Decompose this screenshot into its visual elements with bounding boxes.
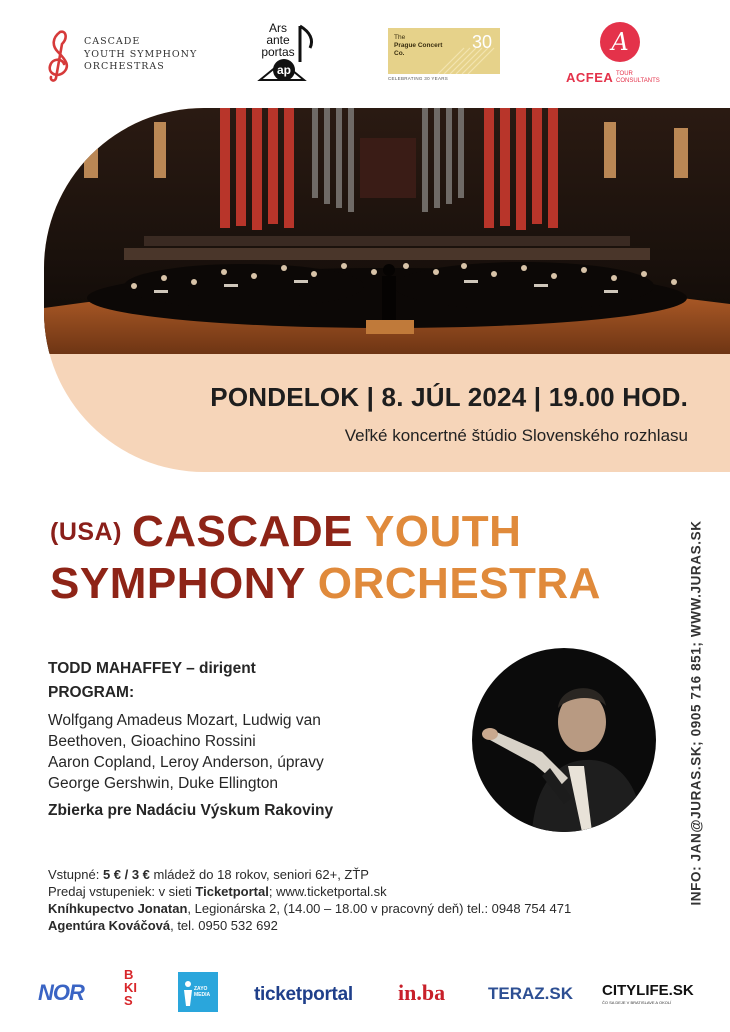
title-word: ORCHESTRA [317,559,601,608]
acfea-monogram-icon: A [600,22,640,62]
music-note-icon [254,22,320,84]
bkis-logo: BKIS [124,967,137,1008]
prague-logo-name: Prague Concert Co. [394,42,443,57]
acfea-logo-name: ACFEA [566,70,614,85]
title-word: YOUTH [364,507,522,556]
price-label: Vstupné: [48,867,103,882]
zayo-logo-text: ZAYO MEDIA [194,986,211,998]
treble-clef-icon [44,28,76,82]
program-heading: PROGRAM: [48,684,135,701]
orchestra-photo [44,108,730,354]
composer-line: Aaron Copland, Leroy Anderson, úpravy [48,754,324,771]
sale-line [48,883,571,900]
prague-concert-logo [388,28,500,74]
acfea-logo-subtitle: CONSULTANTS [616,78,660,84]
concert-title [50,506,601,610]
person-icon [181,980,195,1006]
cyso-logo [44,28,197,82]
title-word: CASCADE [131,507,354,556]
ars-ante-portas-logo [254,22,320,84]
title-word: SYMPHONY [50,559,306,608]
agency-details: , tel. 0950 532 692 [170,918,278,933]
ticket-info [48,866,571,934]
acfea-logo [566,22,676,92]
acfea-logo-subtitle: TOUR [616,71,633,77]
shop-line [48,900,571,917]
composer-list [48,710,468,794]
shop-details: , Legionárska 2, (14.00 – 18.00 v pracovný deň) tel.: 0948 754 471 [187,901,572,916]
ars-logo-line: Ars [269,21,287,35]
price-value: 5 € / 3 € [102,867,150,882]
event-venue: Veľké koncertné štúdio Slovenského rozhlasu [344,426,688,445]
conductor: TODD MAHAFFEY – dirigent [48,660,256,677]
inba-logo: in.ba [398,980,446,1005]
contact-info [682,516,710,910]
prague-logo-subtitle: CELEBRATING 30 YEARS [388,76,449,81]
ars-logo-line: ante [266,33,290,47]
composer-line: Wolfgang Amadeus Mozart, Ludwig van [48,712,321,729]
cyso-logo-line: YOUTH SYMPHONY [84,48,198,60]
program-section [48,660,468,820]
hero-banner [44,108,730,472]
ticketportal-logo: ticketportal [254,984,353,1005]
teraz-logo: TERAZ.SK [488,984,573,1003]
event-date-line: PONDELOK | 8. JÚL 2024 | 19.00 HOD. [210,382,688,412]
prague-logo-number: 30 [471,32,492,52]
shop-name: Kníhkupectvo Jonatan [48,901,188,916]
agency-name: Agentúra Kováčová [48,918,171,933]
fundraiser-note: Zbierka pre Nadáciu Výskum Rakoviny [48,802,334,819]
partner-logos-top [0,0,730,100]
conductor-silhouette [472,648,656,832]
agency-line [48,917,571,934]
citylife-logo: CITYLIFE.SK [602,982,694,999]
prague-logo-prefix: The [394,34,406,41]
cyso-logo-line: ORCHESTRAS [84,61,165,73]
sponsor-strip [0,958,730,1032]
zayo-logo [178,972,218,1012]
composer-line: Beethoven, Gioachino Rossini [48,733,256,750]
contact-text: INFO: JAN@JURAS.SK; 0905 716 851; WWW.JURAS.SK [688,520,704,906]
nor-logo: NOR [38,980,84,1005]
price-note: mládež do 18 rokov, seniori 62+, ZŤP [149,867,369,882]
sale-url: ; www.ticketportal.sk [268,884,387,899]
cyso-logo-line: CASCADE [84,36,141,48]
price-line [48,866,571,883]
citylife-tagline: ČO SA DEJE V BRATISLAVE A OKOLÍ [602,1000,672,1005]
ars-logo-line: portas [261,45,295,59]
conductor-portrait [472,648,656,832]
sale-prefix: Predaj vstupeniek: v sieti [48,884,196,899]
ars-monogram: ap [276,63,292,77]
sale-network: Ticketportal [195,884,269,899]
composer-line: George Gershwin, Duke Ellington [48,775,279,792]
country-tag: (USA) [50,518,122,546]
